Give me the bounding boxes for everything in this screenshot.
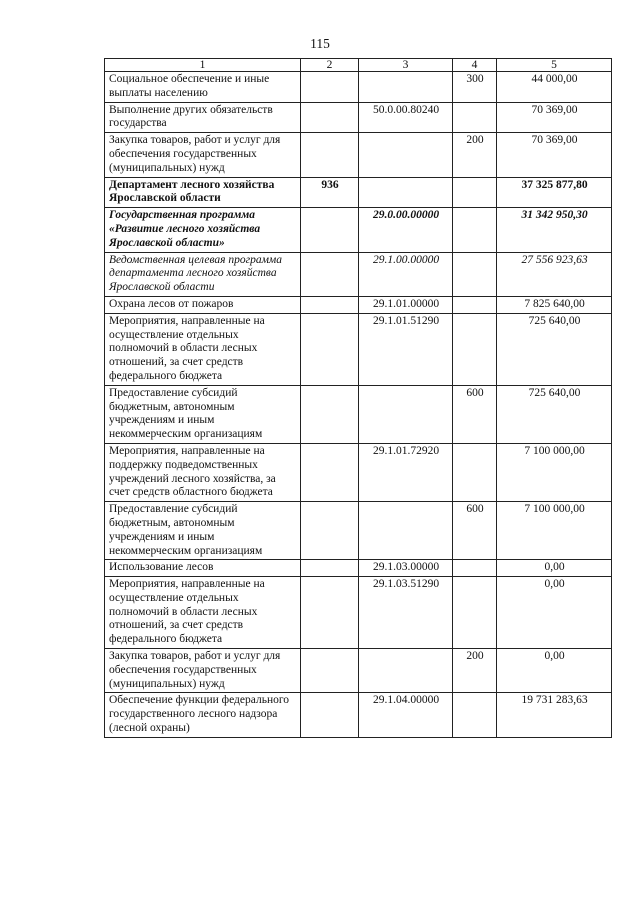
- cell-target: [359, 72, 453, 103]
- cell-amount: 7 100 000,00: [497, 502, 612, 560]
- table-row: [105, 502, 612, 560]
- table-row: [105, 133, 612, 177]
- table-row: [105, 649, 612, 693]
- cell-chapter: [301, 560, 359, 577]
- table-row: [105, 385, 612, 443]
- table-row: [105, 313, 612, 385]
- cell-amount: 31 342 950,30: [497, 208, 612, 252]
- header-col-1: 1: [105, 59, 301, 72]
- cell-name: Использование лесов: [105, 560, 301, 577]
- cell-amount: 37 325 877,80: [497, 177, 612, 208]
- cell-type: [453, 177, 497, 208]
- table-header-row: [105, 59, 612, 72]
- cell-name: Охрана лесов от пожаров: [105, 296, 301, 313]
- cell-chapter: [301, 577, 359, 649]
- cell-target: 29.1.01.72920: [359, 443, 453, 501]
- cell-target: 29.0.00.00000: [359, 208, 453, 252]
- cell-type: [453, 577, 497, 649]
- cell-amount: 27 556 923,63: [497, 252, 612, 296]
- cell-target: [359, 133, 453, 177]
- table-row: [105, 296, 612, 313]
- page-number: 115: [310, 36, 330, 51]
- cell-amount: 70 369,00: [497, 133, 612, 177]
- cell-name: Мероприятия, направленные на осуществление отдельных полномочий в области лесных отношений, за счет средств федерального бюджета: [105, 313, 301, 385]
- cell-chapter: [301, 443, 359, 501]
- cell-type: [453, 296, 497, 313]
- cell-name: Предоставление субсидий бюджетным, автономным учреждениям и иным некоммерческим организациям: [105, 385, 301, 443]
- cell-type: 200: [453, 649, 497, 693]
- table-row: [105, 577, 612, 649]
- cell-name: Государственная программа «Развитие лесного хозяйства Ярославской области»: [105, 208, 301, 252]
- cell-type: [453, 693, 497, 737]
- cell-amount: 725 640,00: [497, 385, 612, 443]
- cell-target: [359, 649, 453, 693]
- cell-type: [453, 560, 497, 577]
- cell-amount: 7 825 640,00: [497, 296, 612, 313]
- cell-target: [359, 502, 453, 560]
- cell-chapter: [301, 102, 359, 133]
- cell-name: Выполнение других обязательств государства: [105, 102, 301, 133]
- cell-chapter: [301, 296, 359, 313]
- cell-target: 29.1.03.51290: [359, 577, 453, 649]
- table-row: [105, 443, 612, 501]
- cell-amount: 19 731 283,63: [497, 693, 612, 737]
- cell-name: Предоставление субсидий бюджетным, автономным учреждениям и иным некоммерческим организациям: [105, 502, 301, 560]
- cell-chapter: [301, 385, 359, 443]
- cell-chapter: 936: [301, 177, 359, 208]
- header-col-3: 3: [359, 59, 453, 72]
- cell-amount: 0,00: [497, 577, 612, 649]
- cell-amount: 44 000,00: [497, 72, 612, 103]
- table-body: [105, 72, 612, 738]
- cell-type: [453, 313, 497, 385]
- cell-name: Обеспечение функции федерального государственного лесного надзора (лесной охраны): [105, 693, 301, 737]
- table-row: [105, 693, 612, 737]
- cell-type: [453, 208, 497, 252]
- cell-chapter: [301, 252, 359, 296]
- cell-target: 50.0.00.80240: [359, 102, 453, 133]
- cell-chapter: [301, 502, 359, 560]
- cell-target: 29.1.00.00000: [359, 252, 453, 296]
- cell-chapter: [301, 313, 359, 385]
- cell-amount: 0,00: [497, 560, 612, 577]
- cell-amount: 70 369,00: [497, 102, 612, 133]
- table-row: [105, 208, 612, 252]
- cell-target: 29.1.01.51290: [359, 313, 453, 385]
- cell-target: [359, 177, 453, 208]
- table-row: [105, 252, 612, 296]
- cell-name: Мероприятия, направленные на поддержку подведомственных учреждений лесного хозяйства, за счет средств областного бюджета: [105, 443, 301, 501]
- cell-name: Закупка товаров, работ и услуг для обеспечения государственных (муниципальных) нужд: [105, 649, 301, 693]
- cell-target: 29.1.03.00000: [359, 560, 453, 577]
- header-col-2: 2: [301, 59, 359, 72]
- cell-type: [453, 252, 497, 296]
- cell-chapter: [301, 693, 359, 737]
- cell-name: Социальное обеспечение и иные выплаты населению: [105, 72, 301, 103]
- cell-chapter: [301, 133, 359, 177]
- cell-target: 29.1.04.00000: [359, 693, 453, 737]
- cell-chapter: [301, 649, 359, 693]
- cell-amount: 725 640,00: [497, 313, 612, 385]
- table-row: [105, 177, 612, 208]
- table-row: [105, 72, 612, 103]
- cell-type: 300: [453, 72, 497, 103]
- cell-type: 600: [453, 502, 497, 560]
- table-row: [105, 102, 612, 133]
- table-row: [105, 560, 612, 577]
- cell-type: [453, 443, 497, 501]
- cell-amount: 0,00: [497, 649, 612, 693]
- cell-type: 200: [453, 133, 497, 177]
- cell-type: [453, 102, 497, 133]
- header-col-5: 5: [497, 59, 612, 72]
- cell-amount: 7 100 000,00: [497, 443, 612, 501]
- cell-target: 29.1.01.00000: [359, 296, 453, 313]
- cell-name: Ведомственная целевая программа департамента лесного хозяйства Ярославской области: [105, 252, 301, 296]
- cell-chapter: [301, 72, 359, 103]
- budget-table: [104, 58, 612, 738]
- cell-name: Мероприятия, направленные на осуществление отдельных полномочий в области лесных отношений, за счет средств федерального бюджета: [105, 577, 301, 649]
- cell-chapter: [301, 208, 359, 252]
- header-col-4: 4: [453, 59, 497, 72]
- cell-target: [359, 385, 453, 443]
- cell-type: 600: [453, 385, 497, 443]
- cell-name: Департамент лесного хозяйства Ярославской области: [105, 177, 301, 208]
- cell-name: Закупка товаров, работ и услуг для обеспечения государственных (муниципальных) нужд: [105, 133, 301, 177]
